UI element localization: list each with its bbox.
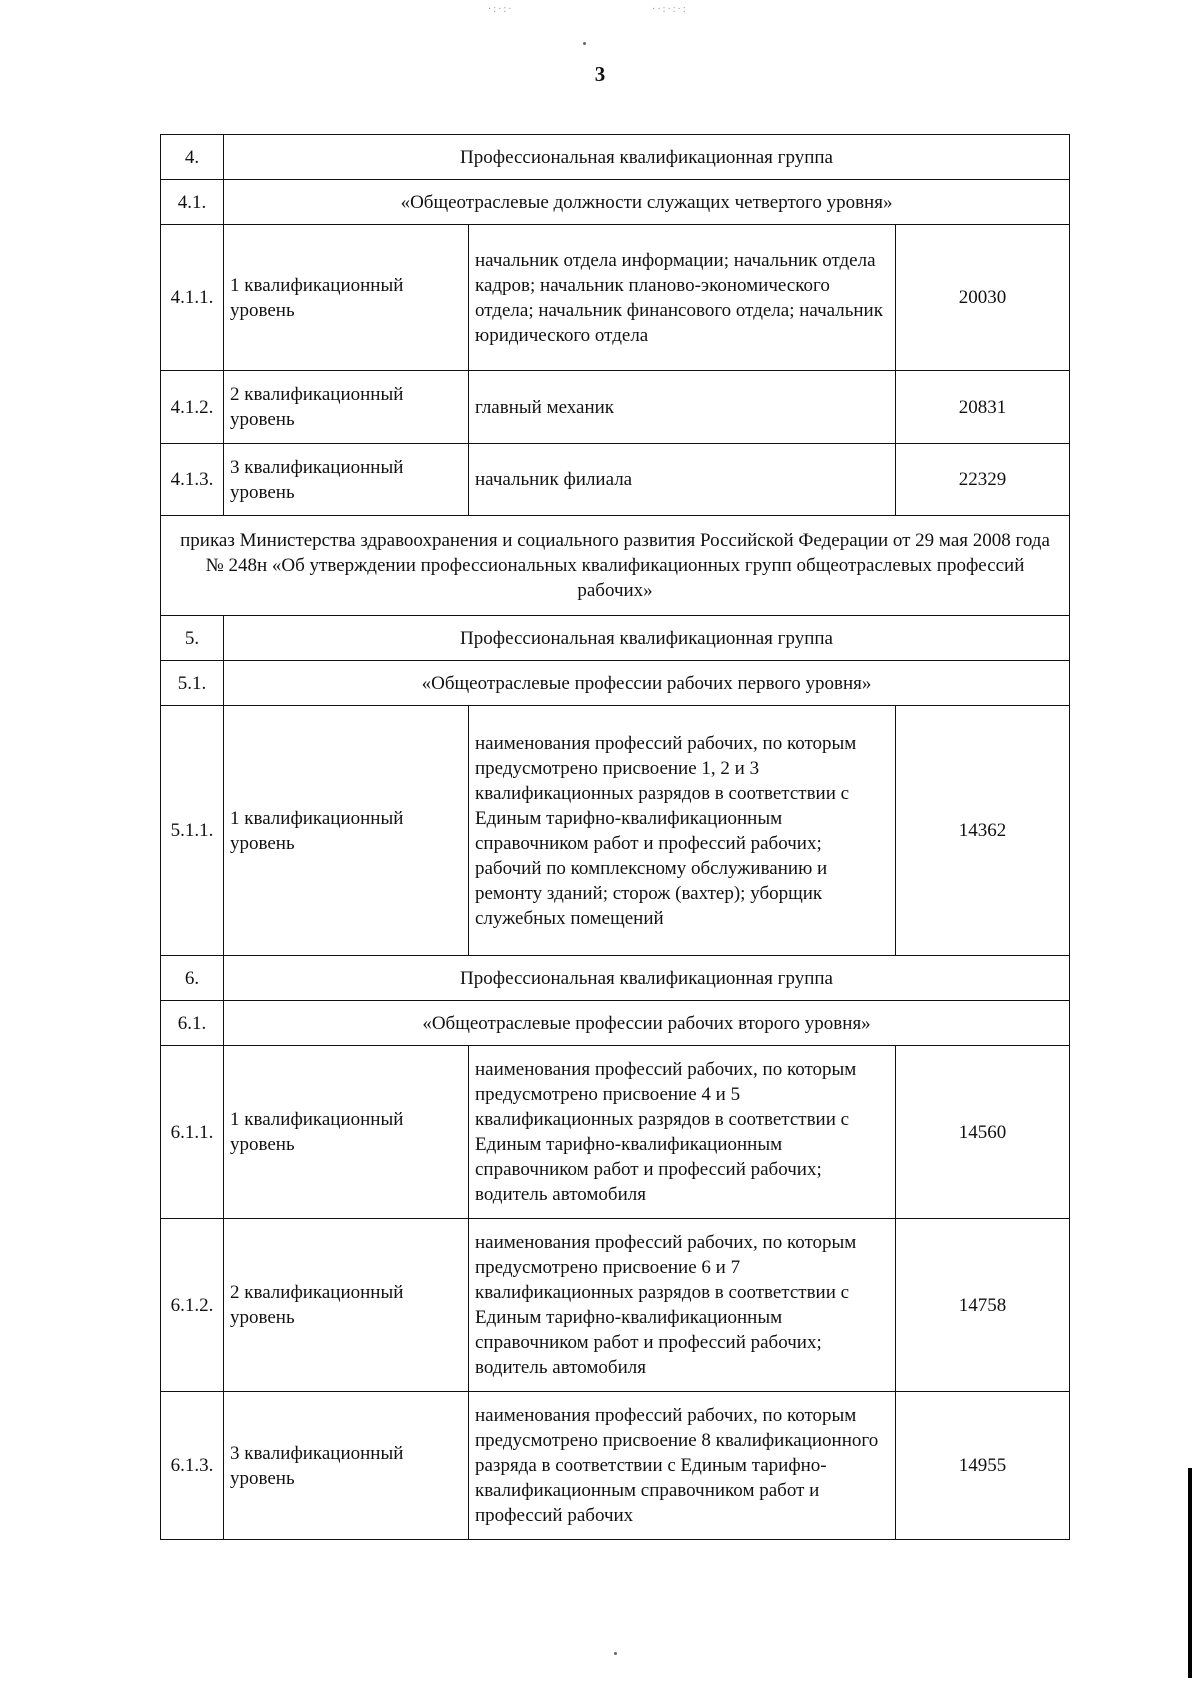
scan-edge-bar	[1188, 1468, 1192, 1678]
table-row	[161, 225, 1070, 371]
row-number: 4.1.3.	[161, 444, 224, 516]
row-number: 4.	[161, 135, 224, 180]
row-number: 4.1.2.	[161, 371, 224, 444]
table-row	[161, 516, 1070, 616]
legal-reference-note: приказ Министерства здравоохранения и социального развития Российской Федерации от 29 мая 2008 года № 248н «Об утверждении профессиональных квалификационных групп общеотраслевых профессий рабочих»	[161, 516, 1070, 616]
group-title: «Общеотраслевые профессии рабочих первого уровня»	[224, 661, 1070, 706]
row-number: 6.1.	[161, 1001, 224, 1046]
table-row	[161, 956, 1070, 1001]
table-row	[161, 1046, 1070, 1219]
group-title: «Общеотраслевые должности служащих четвертого уровня»	[224, 180, 1070, 225]
positions-description: наименования профессий рабочих, по которым предусмотрено присвоение 6 и 7 квалификационных разрядов в соответствии с Единым тарифно-квалификационным справочником работ и профессий рабочих; водитель автомобиля	[469, 1219, 896, 1392]
group-title: «Общеотраслевые профессии рабочих второго уровня»	[224, 1001, 1070, 1046]
positions-description: наименования профессий рабочих, по которым предусмотрено присвоение 1, 2 и 3 квалификационных разрядов в соответствии с Единым тарифно-квалификационным справочником работ и профессий рабочих; рабочий по комплексному обслуживанию и ремонту зданий; сторож (вахтер); уборщик служебных помещений	[469, 706, 896, 956]
row-number: 5.1.1.	[161, 706, 224, 956]
row-number: 5.	[161, 616, 224, 661]
table-row	[161, 371, 1070, 444]
scan-artifact-right: ··:·:·:	[652, 4, 688, 15]
table-row	[161, 1219, 1070, 1392]
salary-amount: 14362	[896, 706, 1070, 956]
table-row	[161, 135, 1070, 180]
qualification-level: 2 квалификационный уровень	[224, 1219, 469, 1392]
table-row	[161, 1392, 1070, 1540]
row-number: 5.1.	[161, 661, 224, 706]
qualification-level: 1 квалификационный уровень	[224, 706, 469, 956]
qualification-level: 3 квалификационный уровень	[224, 444, 469, 516]
row-number: 6.1.3.	[161, 1392, 224, 1540]
group-title: Профессиональная квалификационная группа	[224, 135, 1070, 180]
qualification-level: 1 квалификационный уровень	[224, 1046, 469, 1219]
table-row	[161, 661, 1070, 706]
row-number: 6.1.1.	[161, 1046, 224, 1219]
salary-amount: 20030	[896, 225, 1070, 371]
table-row	[161, 706, 1070, 956]
group-title: Профессиональная квалификационная группа	[224, 616, 1070, 661]
group-title: Профессиональная квалификационная группа	[224, 956, 1070, 1001]
row-number: 6.1.2.	[161, 1219, 224, 1392]
positions-description: начальник отдела информации; начальник отдела кадров; начальник планово-экономического отдела; начальник финансового отдела; начальник юридического отдела	[469, 225, 896, 371]
qualification-table	[160, 134, 1070, 1540]
page-number: 3	[594, 62, 606, 86]
qualification-level: 3 квалификационный уровень	[224, 1392, 469, 1540]
salary-amount: 14560	[896, 1046, 1070, 1219]
row-number: 4.1.1.	[161, 225, 224, 371]
table-row	[161, 616, 1070, 661]
positions-description: начальник филиала	[469, 444, 896, 516]
positions-description: наименования профессий рабочих, по которым предусмотрено присвоение 4 и 5 квалификационных разрядов в соответствии с Единым тарифно-квалификационным справочником работ и профессий рабочих; водитель автомобиля	[469, 1046, 896, 1219]
qualification-level: 1 квалификационный уровень	[224, 225, 469, 371]
table-row	[161, 180, 1070, 225]
row-number: 6.	[161, 956, 224, 1001]
table-row	[161, 1001, 1070, 1046]
positions-description: наименования профессий рабочих, по которым предусмотрено присвоение 8 квалификационного разряда в соответствии с Единым тарифно-квалификационным справочником работ и профессий рабочих	[469, 1392, 896, 1540]
table-row	[161, 444, 1070, 516]
row-number: 4.1.	[161, 180, 224, 225]
scan-dot	[614, 1652, 617, 1655]
scan-artifact-left: ·:·:·	[488, 4, 514, 15]
scan-dot	[583, 42, 586, 45]
positions-description: главный механик	[469, 371, 896, 444]
salary-amount: 20831	[896, 371, 1070, 444]
salary-amount: 14955	[896, 1392, 1070, 1540]
salary-amount: 14758	[896, 1219, 1070, 1392]
qualification-level: 2 квалификационный уровень	[224, 371, 469, 444]
salary-amount: 22329	[896, 444, 1070, 516]
